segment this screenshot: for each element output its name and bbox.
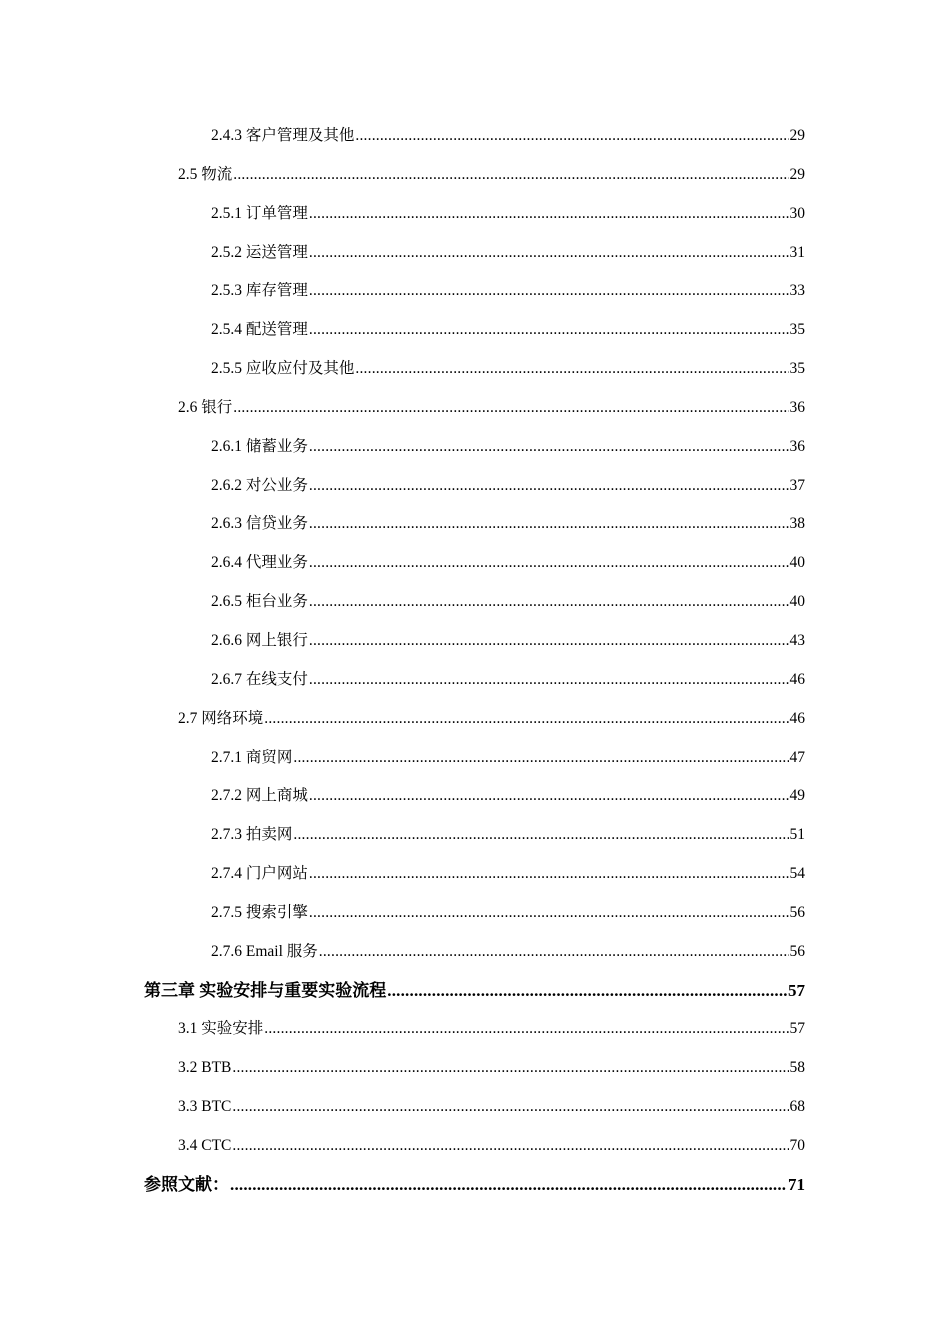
toc-dot-leader xyxy=(309,195,789,234)
toc-page-number: 40 xyxy=(789,593,805,611)
toc-dot-leader xyxy=(355,117,788,156)
table-of-contents xyxy=(0,117,950,1205)
toc-page-number: 49 xyxy=(789,787,805,805)
toc-page-number: 29 xyxy=(789,165,805,183)
toc-dot-leader xyxy=(232,1049,788,1088)
toc-chapter-entry[interactable] xyxy=(0,1166,950,1205)
toc-entry-label: 2.7.5 搜索引擎 xyxy=(211,903,308,921)
toc-dot-leader xyxy=(309,894,789,933)
toc-entry-label: 2.6.2 对公业务 xyxy=(211,476,308,494)
toc-subsection-entry[interactable] xyxy=(0,777,950,816)
toc-entry-label: 参照文献： xyxy=(144,1174,229,1194)
toc-page-number: 29 xyxy=(789,127,805,144)
toc-subsection-entry[interactable] xyxy=(0,816,950,855)
toc-dot-leader xyxy=(309,855,789,894)
toc-dot-leader xyxy=(309,311,789,350)
toc-entry-label: 2.7.2 网上商城 xyxy=(211,787,308,805)
toc-subsection-entry[interactable] xyxy=(0,622,950,661)
toc-subsection-entry[interactable] xyxy=(0,661,950,700)
toc-entry-label: 2.5.5 应收应付及其他 xyxy=(211,360,355,378)
toc-section-entry[interactable] xyxy=(0,1010,950,1049)
toc-page-number: 40 xyxy=(789,554,805,572)
toc-entry-label: 第三章 实验安排与重要实验流程 xyxy=(144,980,387,1000)
toc-page-number: 58 xyxy=(789,1059,805,1077)
toc-subsection-entry[interactable] xyxy=(0,505,950,544)
toc-dot-leader xyxy=(309,505,789,544)
toc-dot-leader xyxy=(309,234,789,273)
toc-subsection-entry[interactable] xyxy=(0,855,950,894)
toc-dot-leader xyxy=(230,1166,787,1205)
toc-entry-label: 2.5.3 库存管理 xyxy=(211,282,308,300)
toc-subsection-entry[interactable] xyxy=(0,428,950,467)
toc-subsection-entry[interactable] xyxy=(0,272,950,311)
toc-subsection-entry[interactable] xyxy=(0,311,950,350)
toc-subsection-entry[interactable] xyxy=(0,739,950,778)
toc-page-number: 36 xyxy=(789,437,805,455)
toc-entry-label: 2.5.2 运送管理 xyxy=(211,243,308,261)
toc-entry-label: 2.7.4 门户网站 xyxy=(211,865,308,883)
toc-subsection-entry[interactable] xyxy=(0,117,950,156)
toc-entry-label: 3.1 实验安排 xyxy=(178,1020,264,1038)
toc-page-number: 56 xyxy=(789,942,805,960)
toc-dot-leader xyxy=(309,622,789,661)
toc-subsection-entry[interactable] xyxy=(0,234,950,273)
toc-subsection-entry[interactable] xyxy=(0,350,950,389)
toc-dot-leader xyxy=(232,1088,788,1127)
toc-entry-label: 2.6.7 在线支付 xyxy=(211,670,308,688)
toc-dot-leader xyxy=(309,661,789,700)
toc-entry-label: 2.6.5 柜台业务 xyxy=(211,593,308,611)
toc-entry-label: 3.3 BTC xyxy=(178,1098,232,1116)
toc-entry-label: 2.6.1 储蓄业务 xyxy=(211,437,308,455)
toc-entry-label: 2.6.6 网上银行 xyxy=(211,631,308,649)
toc-subsection-entry[interactable] xyxy=(0,544,950,583)
toc-subsection-entry[interactable] xyxy=(0,195,950,234)
toc-page-number: 30 xyxy=(789,204,805,222)
toc-entry-label: 2.7.6 Email 服务 xyxy=(211,942,318,960)
toc-page-number: 43 xyxy=(789,631,805,649)
toc-page-number: 57 xyxy=(789,1020,805,1038)
toc-section-entry[interactable] xyxy=(0,700,950,739)
toc-page-number: 38 xyxy=(789,515,805,533)
toc-entry-label: 3.4 CTC xyxy=(178,1136,232,1154)
toc-subsection-entry[interactable] xyxy=(0,583,950,622)
toc-subsection-entry[interactable] xyxy=(0,467,950,506)
toc-entry-label: 2.5.1 订单管理 xyxy=(211,204,308,222)
toc-entry-label: 2.5 物流 xyxy=(178,165,233,183)
toc-page-number: 57 xyxy=(788,980,805,1000)
toc-entry-label: 2.6 银行 xyxy=(178,398,233,416)
toc-page-number: 37 xyxy=(789,476,805,494)
toc-entry-label: 2.7 网络环境 xyxy=(178,709,264,727)
toc-page-number: 36 xyxy=(789,398,805,416)
toc-dot-leader xyxy=(309,467,789,506)
toc-entry-label: 2.6.3 信贷业务 xyxy=(211,515,308,533)
toc-subsection-entry[interactable] xyxy=(0,933,950,972)
toc-dot-leader xyxy=(309,583,789,622)
toc-dot-leader xyxy=(233,389,788,428)
toc-dot-leader xyxy=(309,428,789,467)
toc-section-entry[interactable] xyxy=(0,389,950,428)
toc-section-entry[interactable] xyxy=(0,1049,950,1088)
toc-section-entry[interactable] xyxy=(0,1127,950,1166)
toc-dot-leader xyxy=(233,156,788,195)
toc-page-number: 35 xyxy=(789,360,805,378)
toc-dot-leader xyxy=(293,739,788,778)
toc-page-number: 35 xyxy=(789,321,805,339)
toc-dot-leader xyxy=(319,933,789,972)
toc-page-number: 46 xyxy=(789,709,805,727)
toc-dot-leader xyxy=(309,272,789,311)
toc-entry-label: 2.7.3 拍卖网 xyxy=(211,826,293,844)
toc-dot-leader xyxy=(232,1127,788,1166)
toc-page-number: 46 xyxy=(789,670,805,688)
toc-dot-leader xyxy=(309,544,789,583)
toc-entry-label: 2.6.4 代理业务 xyxy=(211,554,308,572)
toc-section-entry[interactable] xyxy=(0,156,950,195)
toc-section-entry[interactable] xyxy=(0,1088,950,1127)
toc-page-number: 68 xyxy=(789,1098,805,1116)
toc-page-number: 33 xyxy=(789,282,805,300)
toc-chapter-entry[interactable] xyxy=(0,972,950,1011)
toc-entry-label: 3.2 BTB xyxy=(178,1059,232,1077)
toc-dot-leader xyxy=(387,972,787,1011)
toc-entry-label: 2.5.4 配送管理 xyxy=(211,321,308,339)
toc-dot-leader xyxy=(264,700,788,739)
toc-page-number: 56 xyxy=(789,903,805,921)
toc-dot-leader xyxy=(293,816,788,855)
toc-entry-label: 2.7.1 商贸网 xyxy=(211,748,293,766)
toc-page-number: 71 xyxy=(788,1174,805,1194)
toc-page-number: 31 xyxy=(789,243,805,261)
toc-page-number: 70 xyxy=(789,1136,805,1154)
toc-dot-leader xyxy=(264,1010,788,1049)
toc-subsection-entry[interactable] xyxy=(0,894,950,933)
toc-entry-label: 2.4.3 客户管理及其他 xyxy=(211,127,355,144)
toc-dot-leader xyxy=(309,777,789,816)
toc-page-number: 47 xyxy=(789,748,805,766)
toc-page-number: 54 xyxy=(789,865,805,883)
toc-dot-leader xyxy=(355,350,788,389)
toc-page-number: 51 xyxy=(789,826,805,844)
